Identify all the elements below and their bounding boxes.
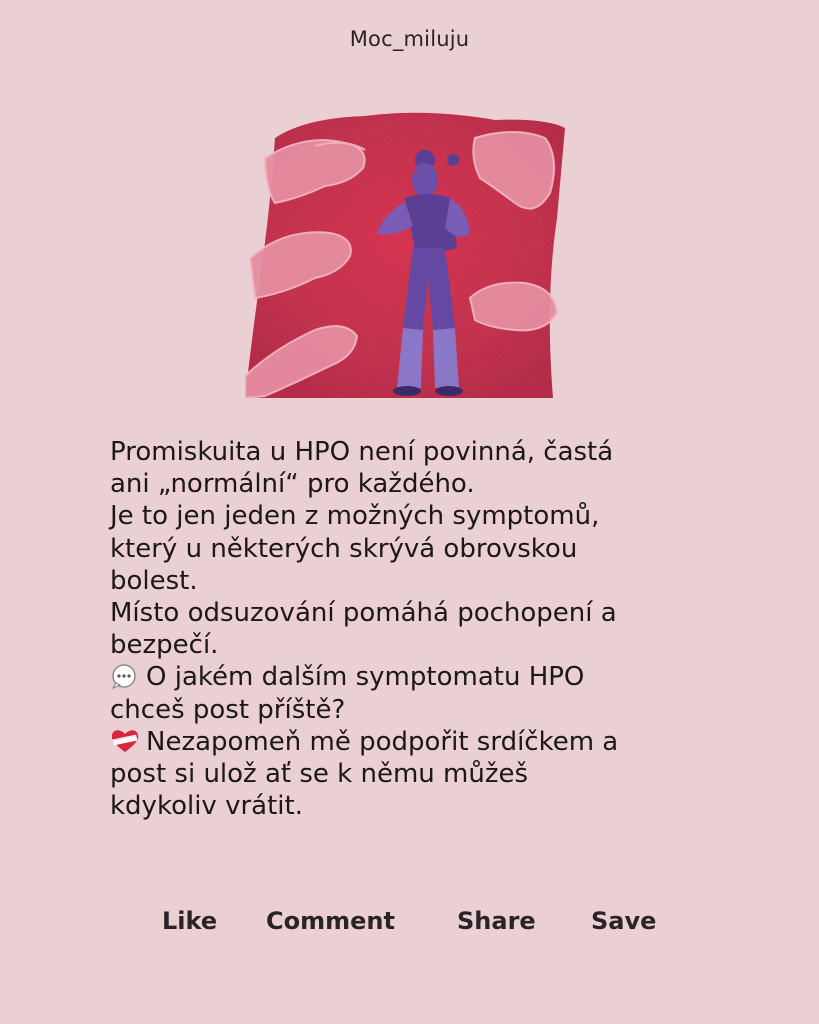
caption-line-heart [110,726,750,758]
speech-bubble-icon [110,663,140,689]
caption-line: Promiskuita u HPO není povinná, častá [110,437,614,467]
caption-text: Nezapomeň mě podpořit srdíčkem a [146,726,619,757]
caption-line: kdykoliv vrátit. [110,791,303,822]
caption-text: O jakém dalším symptomatu HPO [146,662,585,693]
caption-line: bolest. [110,565,198,596]
caption-line: chceš post příště? [110,694,346,725]
like-button[interactable]: Like [162,907,218,935]
post-username[interactable]: Moc_miluju [349,27,470,51]
post-illustration [245,98,575,398]
post-actions [0,907,819,947]
save-button[interactable]: Save [591,907,657,935]
caption-line: ani „normální“ pro každého. [110,469,475,500]
share-button[interactable]: Share [457,907,536,935]
post-caption [110,436,750,822]
comment-button[interactable]: Comment [266,907,395,935]
caption-line: který u některých skrývá obrovskou [110,533,578,564]
caption-line-speech [110,661,750,693]
caption-line: Je to jen jeden z možných symptomů, [110,501,600,532]
caption-line: Místo odsuzování pomáhá pochopení a [110,598,617,629]
bandaged-heart-icon [110,728,140,754]
caption-line: post si ulož ať se k němu můžeš [110,759,529,790]
caption-line: bezpečí. [110,630,219,661]
